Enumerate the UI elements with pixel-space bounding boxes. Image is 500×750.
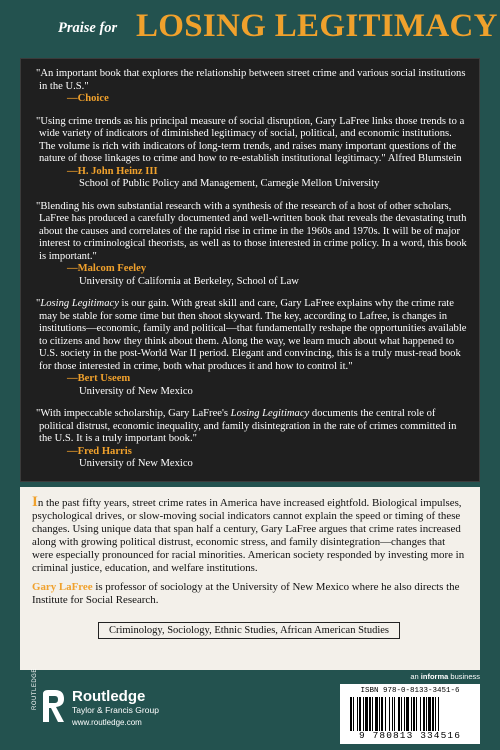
quote-author: —H. John Heinz III — [67, 165, 158, 177]
quote-text — [36, 408, 469, 446]
publisher-brand — [72, 688, 159, 728]
quote-text: "Blending his own substantial research with a synthesis of the research of a host of other scholars, LaFree has produced a carefully documented and well-written book that reveals the devastating truth about the causes and correlates of the rapid rise in crime in the 1960s and 1970s. It will be of major interest to criminological theorists, as well as to those interested in crime policy. In a word, this book is important." — [36, 200, 467, 262]
quote-text: "Using crime trends as his principal measure of social disruption, Gary LaFree links those trends to a wide variety of indicators of diminished legitimacy of social, political, and economic institutions. The volume is rich with indicators of long-term trends, and raises many important questions of the nature of those linkages to crime and how to re-establish institutional legitimacy." Alfred Blumstein — [36, 115, 465, 164]
quote-body: documents the central role of political distrust, economic inequality, and family disintegration in the rate of crimes committed in the U.S. It is a truly important book." — [39, 408, 457, 444]
book-description — [32, 496, 468, 574]
informa-suffix: business — [448, 672, 480, 681]
book-title-italic: Losing Legitimacy — [40, 298, 119, 309]
publisher-logo-block — [24, 668, 244, 746]
quote-author: —Bert Useem — [67, 373, 131, 384]
quote-body: is our gain. With great skill and care, Gary LaFree explains why the crime rate may be stable for some time but then shoot skyward. The key, according to Lafree, is changes in institutions—economic, family and political—that fundamentally reshape the opportunities available to citizens and how they think about them. Along the way, we learn much about what happened to U.S. society in the post-World War II period. Elegant and convincing, this is a truly must-read book for those interested in crime, both what produces it and how to control it." — [39, 298, 467, 372]
quote-author: —Fred Harris — [67, 445, 132, 457]
drop-cap: I — [32, 494, 38, 510]
quote-author: —Choice — [67, 93, 109, 104]
quote-author: —Malcom Feeley — [67, 263, 147, 274]
routledge-logo-icon — [38, 688, 68, 724]
quote-useem — [36, 298, 469, 398]
quote-intro: "With impeccable scholarship, Gary LaFree's — [36, 408, 231, 419]
quote-affiliation: University of California at Berkeley, School of Law — [79, 275, 299, 287]
subject-categories: Criminology, Sociology, Ethnic Studies, African American Studies — [98, 622, 400, 639]
quote-text: "An important book that explores the relationship between street crime and various social institutions in the U.S." — [36, 68, 466, 92]
quote-choice — [36, 68, 469, 106]
book-title: LOSING LEGITIMACY — [136, 8, 498, 44]
praise-quotes-panel — [20, 58, 480, 482]
isbn-barcode — [340, 684, 480, 744]
quote-feeley — [36, 200, 469, 289]
isbn-label: ISBN 978-0-8133-3451-6 — [360, 687, 460, 695]
cover-header — [0, 0, 500, 58]
quote-affiliation: University of New Mexico — [79, 458, 193, 469]
praise-label: Praise for — [58, 20, 118, 36]
bio-text: is professor of sociology at the University of New Mexico where he also directs the Institute for Social Research. — [32, 581, 460, 607]
description-text: n the past fifty years, street crime rates in America have increased eightfold. Biological impulses, psychological drives, or slow-moving social indicators cannot explain the speed or timing of these changes. Using unique data that span half a century, Gary LaFree argues that crime rates increased along with growing political distrust, economic stress, and family disintegration—changes that were especially pronounced for racial minorities. American society responded by investing more in criminal justice, education, and welfare institutions. — [32, 497, 465, 574]
book-description-panel — [20, 487, 480, 670]
quote-harris — [36, 408, 469, 471]
publisher-url: www.routledge.com — [72, 718, 142, 727]
quote-affiliation: University of New Mexico — [79, 385, 193, 397]
informa-prefix: an — [410, 672, 421, 681]
author-bio — [32, 581, 468, 607]
informa-business-tag — [310, 672, 480, 681]
quote-affiliation: School of Public Policy and Management, Carnegie Mellon University — [79, 178, 380, 189]
publisher-group: Taylor & Francis Group — [72, 705, 159, 715]
author-name: Gary LaFree — [32, 581, 93, 594]
barcode-digits: 9 780813 334516 — [358, 730, 461, 741]
publisher-name: Routledge — [72, 688, 146, 705]
routledge-vertical-text: ROUTLEDGE — [32, 668, 38, 710]
quote-text — [36, 298, 469, 373]
informa-brand: informa — [420, 672, 449, 681]
quote-heinz — [36, 115, 469, 191]
book-title-italic: Losing Legitimacy — [230, 408, 310, 419]
open-quote: " — [36, 298, 41, 309]
barcode-bars-icon — [348, 697, 472, 731]
